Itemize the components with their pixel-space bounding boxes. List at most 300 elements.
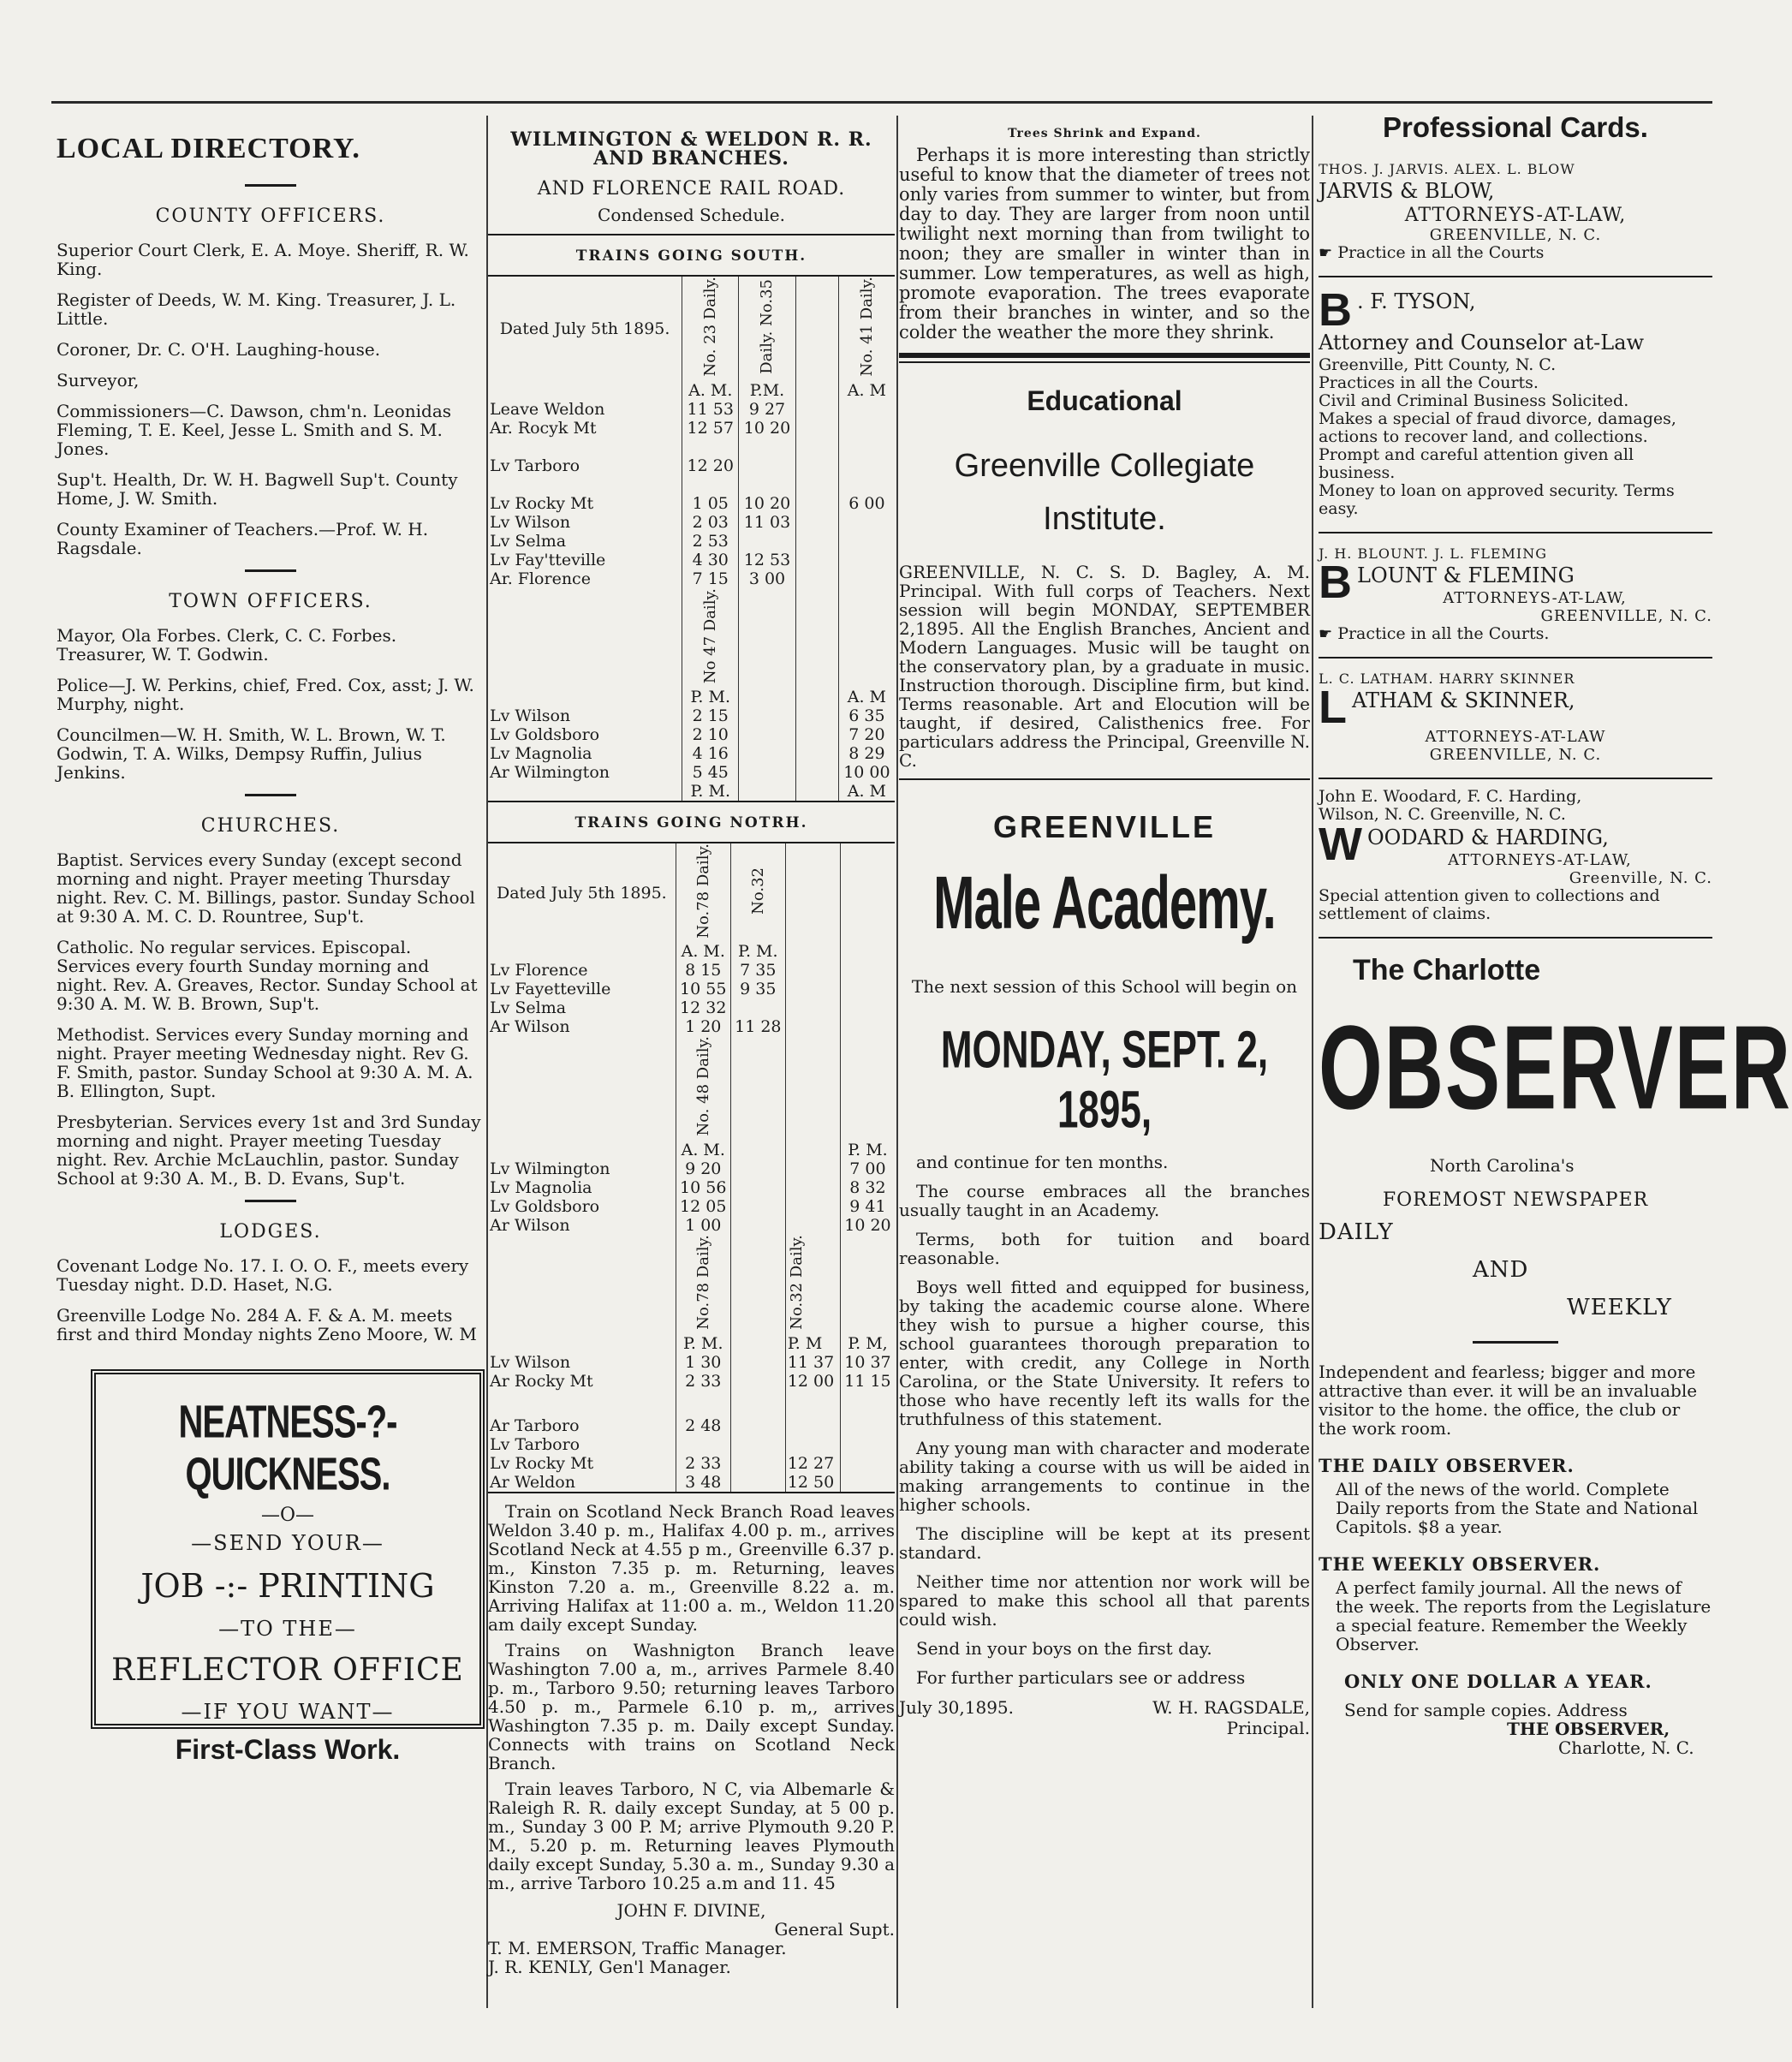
- time-cell: 9 35: [730, 980, 785, 998]
- time-cell: [838, 419, 895, 438]
- train-23-header: No. 23 Daily.: [701, 277, 720, 377]
- academy-continue: and continue for ten months.: [916, 1151, 1169, 1172]
- time-cell: A. M.: [676, 942, 730, 961]
- time-cell: [838, 569, 895, 588]
- time-cell: [730, 1197, 785, 1216]
- card-profession: ATTORNEYS-AT-LAW,: [1443, 589, 1627, 607]
- card-partner-towns: Wilson, N. C. Greenville, N. C.: [1319, 805, 1566, 824]
- academy-para: For further particulars see or address: [916, 1666, 1246, 1688]
- time-cell: [840, 1017, 895, 1036]
- time-cell: 4 16: [682, 744, 739, 763]
- schedule-row: [488, 706, 895, 725]
- time-cell: 10 37: [840, 1353, 895, 1372]
- train-78-header-2: No.78 Daily.: [694, 1234, 712, 1330]
- time-cell: [795, 381, 838, 400]
- card-jarvis-blow: [1319, 161, 1712, 262]
- card-profession: ATTORNEYS-AT-LAW: [1425, 728, 1606, 746]
- weekly-observer-body: A perfect family journal. All the news of the week. The reports from the Legislature a special feature. Remember the Weekly Observer.: [1336, 1577, 1712, 1654]
- time-cell: 8 15: [676, 961, 730, 980]
- time-cell: 2 15: [682, 706, 739, 725]
- time-cell: 12 05: [676, 1197, 730, 1216]
- card-note: Practice in all the Courts: [1337, 243, 1545, 262]
- dated-label: Dated July 5th 1895.: [499, 319, 670, 338]
- time-cell: 2 33: [676, 1454, 730, 1473]
- professional-cards-column: [1319, 111, 1792, 2055]
- academy-para: Terms, both for tuition and board reasonable.: [899, 1228, 1310, 1268]
- station-cell: Ar Tarboro: [490, 1415, 580, 1435]
- county-item: Register of Deeds, W. M. King. Treasurer, J. L. Little.: [57, 289, 456, 329]
- time-cell: [730, 1435, 785, 1454]
- time-cell: 10 55: [676, 980, 730, 998]
- time-cell: 7 20: [838, 725, 895, 744]
- train-32-header: No.32: [748, 867, 767, 915]
- trains-south-title: TRAINS GOING SOUTH.: [575, 247, 807, 265]
- observer-north-carolinas: North Carolina's: [1430, 1155, 1575, 1176]
- divider: [245, 1200, 296, 1202]
- time-cell: [840, 961, 895, 980]
- time-cell: [795, 725, 838, 744]
- card-name: . F. TYSON,: [1357, 289, 1476, 313]
- station-cell: [488, 1141, 676, 1159]
- time-cell: [838, 551, 895, 569]
- card-location: GREENVILLE, N. C.: [1429, 226, 1602, 244]
- time-cell: 1 05: [682, 494, 739, 513]
- charlotte-observer-ad: [1319, 954, 1792, 1758]
- county-officers-heading: COUNTY OFFICERS.: [155, 206, 386, 227]
- time-cell: [838, 532, 895, 551]
- rule: [488, 1492, 895, 1493]
- station-cell: Ar. Florence: [490, 569, 591, 588]
- station-cell: Lv Rocky Mt: [490, 1453, 594, 1473]
- trains-south-table: [488, 277, 895, 801]
- signature-divine-title: General Supt.: [774, 1918, 895, 1940]
- time-cell: [785, 1435, 840, 1454]
- time-cell: [795, 400, 838, 419]
- trees-body: Perhaps it is more interesting than strictly useful to know that the diameter of trees not only varies from summer to winter, but from day to day. They are larger from noon until twilight next morning than from twilight to noon; they are smaller in winter than in summer. Low temperatures, as well as high, promote evaporation. The trees evaporate from their branches in winter, and so the colder the weather the more they shrink.: [899, 145, 1310, 343]
- observer-price: ONLY ONE DOLLAR A YEAR.: [1344, 1671, 1652, 1692]
- station-cell: [488, 942, 676, 961]
- academy-title: Male Academy.: [933, 861, 1276, 945]
- trains-north-title: TRAINS GOING NOTRH.: [575, 813, 808, 831]
- time-cell: A. M: [838, 782, 895, 801]
- town-item: Councilmen—W. H. Smith, W. L. Brown, W. T. Godwin, T. A. Wilks, Dempsy Ruffin, Julius Jenkins.: [57, 724, 446, 783]
- station-cell: Lv Magnolia: [490, 743, 592, 763]
- train-32-header-2: No.32 Daily.: [787, 1234, 806, 1330]
- time-cell: 12 53: [739, 551, 795, 569]
- ad-send-your: —SEND YOUR—: [191, 1531, 384, 1555]
- time-cell: [730, 1216, 785, 1235]
- rule: [899, 778, 1310, 780]
- schedule-row: [488, 494, 895, 513]
- time-cell: P. M.: [840, 1141, 895, 1159]
- time-cell: 9 20: [676, 1159, 730, 1178]
- dropcap-letter: B: [1319, 284, 1352, 336]
- time-cell: [795, 494, 838, 513]
- time-cell: [840, 980, 895, 998]
- time-cell: [785, 998, 840, 1017]
- academy-signoff-name: [1152, 1697, 1310, 1738]
- railroad-subtitle: AND FLORENCE RAIL ROAD.: [537, 178, 846, 200]
- time-cell: [840, 1473, 895, 1492]
- collegiate-institute-title: Greenville Collegiate Institute.: [954, 447, 1255, 537]
- time-cell: A. M.: [676, 1141, 730, 1159]
- schedule-row: [488, 688, 895, 706]
- thin-rule: [899, 361, 1310, 363]
- divider: [245, 569, 296, 572]
- dropcap-letter: W: [1319, 819, 1362, 870]
- albemarle-note: Train leaves Tarboro, N C, via Albemarle & Raleigh R. R. daily except Sunday, at 5 00 p. m., Sunday 3 00 P. M; arrive Plymouth 9.20 P. M., 5.20 p. m. Returning leaves Plymouth daily except Sunday, 5.30 a. m., Sunday 9.30 a m., arrive Tarboro 10.25 a.m and 11. 45: [488, 1778, 895, 1893]
- trees-heading: Trees Shrink and Expand.: [1008, 127, 1201, 140]
- professional-cards-heading: Professional Cards.: [1383, 111, 1648, 143]
- time-cell: [739, 744, 795, 763]
- card-firm: LOUNT & FLEMING: [1357, 563, 1575, 587]
- schedule-row: [488, 1416, 895, 1435]
- church-item: Methodist. Services every Sunday morning and night. Prayer meeting Wednesday night. Rev G. F. Smith, pastor. Sunday School at 9:30 A. M. A. B. Ellington, Supt.: [57, 1024, 473, 1101]
- time-cell: 3 48: [676, 1473, 730, 1492]
- card-note: Practice in all the Courts.: [1337, 624, 1550, 643]
- rule: [1319, 657, 1712, 659]
- time-cell: 1 00: [676, 1216, 730, 1235]
- time-cell: [739, 456, 795, 475]
- observer-daily: DAILY: [1319, 1219, 1394, 1245]
- station-cell: Lv Magnolia: [490, 1177, 592, 1197]
- station-cell: Ar. Rocyk Mt: [490, 418, 597, 438]
- station-cell: Lv Selma: [490, 998, 567, 1018]
- time-cell: 12 00: [785, 1372, 840, 1391]
- north-rows-d: [488, 1416, 895, 1492]
- town-officers-heading: TOWN OFFICERS.: [169, 591, 372, 612]
- card-line: Greenville, Pitt County, N. C.: [1319, 355, 1557, 374]
- time-cell: [838, 513, 895, 532]
- divider: [245, 184, 296, 187]
- schedule-row: [488, 961, 895, 980]
- rule: [488, 234, 895, 235]
- time-cell: 5 45: [682, 763, 739, 782]
- signature-divine: JOHN F. DIVINE,: [616, 1899, 766, 1921]
- time-cell: [739, 763, 795, 782]
- station-cell: Lv Wilson: [490, 1352, 571, 1372]
- observer-address-2: Charlotte, N. C.: [1558, 1737, 1694, 1758]
- time-cell: [795, 688, 838, 706]
- schedule-row: [488, 551, 895, 569]
- card-firm: ATHAM & SKINNER,: [1352, 688, 1575, 712]
- schedule-row: [488, 744, 895, 763]
- trains-north-table: [488, 843, 895, 1492]
- male-academy-ad: [899, 809, 1310, 1738]
- schedule-row: [488, 1473, 895, 1492]
- card-line: Prompt and careful attention given all business.: [1319, 445, 1634, 482]
- time-cell: [785, 1017, 840, 1036]
- observer-sample: Send for sample copies. Address: [1344, 1700, 1628, 1720]
- station-cell: Lv Fayetteville: [490, 980, 611, 999]
- card-blount-fleming: [1319, 545, 1712, 643]
- academy-para: Boys well fitted and equipped for business, by taking the academic course alone. Where they wish to pursue a higher course, this school guarantees thorough preparation to enter, with credit, any College in North Carolina, or the State University. It refers to those who have recently left its walls for the truthfulness of this statement.: [899, 1276, 1310, 1429]
- schedule-row: [488, 1159, 895, 1178]
- train-41-header: No. 41 Daily.: [857, 277, 876, 377]
- schedule-row: [488, 725, 895, 744]
- time-cell: [739, 782, 795, 801]
- card-woodard-harding: [1319, 788, 1712, 923]
- observer-weekly: WEEKLY: [1567, 1295, 1672, 1320]
- thick-rule: [899, 353, 1310, 358]
- observer-foremost: FOREMOST NEWSPAPER: [1382, 1189, 1649, 1211]
- county-item: Sup't. Health, Dr. W. H. Bagwell Sup't. County Home, J. W. Smith.: [57, 469, 458, 509]
- time-cell: A. M: [838, 688, 895, 706]
- station-cell: Ar Wilson: [490, 1215, 570, 1235]
- rule: [488, 801, 895, 802]
- time-cell: 8 32: [840, 1178, 895, 1197]
- time-cell: 9 41: [840, 1197, 895, 1216]
- card-location: Greenville, N. C.: [1569, 869, 1712, 887]
- station-cell: Lv Fay'tteville: [490, 550, 606, 569]
- academy-para: Neither time nor attention nor work will be spared to make this school all that parents could wish.: [899, 1570, 1310, 1630]
- rule: [1319, 937, 1712, 939]
- reflector-office-ad: [91, 1369, 485, 1765]
- time-cell: [785, 1197, 840, 1216]
- train-35-header: Daily. No.35: [758, 278, 777, 374]
- station-cell: Lv Tarboro: [490, 456, 580, 475]
- time-cell: [838, 456, 895, 475]
- station-cell: [488, 1334, 676, 1353]
- time-cell: 2 53: [682, 532, 739, 551]
- time-cell: [795, 456, 838, 475]
- ad-to-the: —TO THE—: [218, 1617, 357, 1641]
- station-cell: Ar Weldon: [490, 1472, 575, 1492]
- time-cell: [730, 1372, 785, 1391]
- time-cell: 2 48: [676, 1416, 730, 1435]
- lodge-item: Greenville Lodge No. 284 A. F. & A. M. meets first and third Monday nights Zeno Moore, W. M: [57, 1305, 477, 1344]
- time-cell: [795, 706, 838, 725]
- county-item: Surveyor,: [57, 370, 140, 390]
- time-cell: [840, 942, 895, 961]
- county-item: Commissioners—C. Dawson, chm'n. Leonidas Fleming, T. E. Keel, Jesse L. Smith and S. M. Jones.: [57, 401, 452, 459]
- time-cell: [795, 569, 838, 588]
- time-cell: [730, 1416, 785, 1435]
- time-cell: 7 15: [682, 569, 739, 588]
- county-item: Coroner, Dr. C. O'H. Laughing-house.: [57, 339, 381, 360]
- time-cell: 11 28: [730, 1017, 785, 1036]
- card-partners: THOS. J. JARVIS. ALEX. L. BLOW: [1319, 161, 1575, 177]
- time-cell: [795, 551, 838, 569]
- card-firm: OODARD & HARDING,: [1366, 825, 1609, 849]
- column-divider: [1312, 116, 1313, 2008]
- education-column: [899, 111, 1310, 2055]
- county-item: County Examiner of Teachers.—Prof. W. H. Ragsdale.: [57, 519, 429, 558]
- lodge-item: Covenant Lodge No. 17. I. O. O. F., meets every Tuesday night. D.D. Haset, N.G.: [57, 1255, 469, 1295]
- time-cell: 11 37: [785, 1353, 840, 1372]
- ad-reflector-office: REFLECTOR OFFICE: [111, 1653, 464, 1688]
- schedule-row: [488, 569, 895, 588]
- time-cell: 6 35: [838, 706, 895, 725]
- time-cell: 7 00: [840, 1159, 895, 1178]
- church-item: Baptist. Services every Sunday (except second morning and night. Prayer meeting Thursday night. Rev. C. M. Billings, pastor. Sunday School at 9:30 A. M. C. D. Rountree, Sup't.: [57, 849, 475, 927]
- schedule-row: [488, 998, 895, 1017]
- time-cell: 1 30: [676, 1353, 730, 1372]
- time-cell: 10 20: [840, 1216, 895, 1235]
- time-cell: 8 29: [838, 744, 895, 763]
- time-cell: [795, 744, 838, 763]
- schedule-row: [488, 1216, 895, 1235]
- time-cell: [730, 1159, 785, 1178]
- scotland-neck-note: Train on Scotland Neck Branch Road leaves Weldon 3.40 p. m., Halifax 4.00 p. m., arrives Scotland Neck at 4.55 p m., Greenville 6.37 p. m., Kinston 7.35 p. m. Returning, leaves Kinston 7.20 a. m., Greenville 8.22 a. m. Arriving Halifax at 11:00 a. m., Weldon 11.20 am daily except Sunday.: [488, 1500, 895, 1635]
- card-line: Practices in all the Courts.: [1319, 373, 1539, 392]
- card-profession: ATTORNEYS-AT-LAW,: [1404, 205, 1627, 226]
- time-cell: [795, 763, 838, 782]
- schedule-row: [488, 1435, 895, 1454]
- time-cell: P. M,: [840, 1334, 895, 1353]
- time-cell: [730, 1178, 785, 1197]
- academy-greenville: GREENVILLE: [992, 808, 1217, 844]
- south-rows-c: [488, 494, 895, 588]
- observer-and: AND: [1473, 1257, 1529, 1283]
- academy-para: Send in your boys on the first day.: [916, 1637, 1212, 1659]
- time-cell: 10 00: [838, 763, 895, 782]
- station-cell: Lv Wilmington: [490, 1159, 610, 1178]
- time-cell: A. M: [838, 381, 895, 400]
- card-location: GREENVILLE, N. C.: [1540, 607, 1712, 625]
- station-cell: Lv Tarboro: [490, 1434, 580, 1454]
- time-cell: [795, 782, 838, 801]
- time-cell: 2 03: [682, 513, 739, 532]
- time-cell: [730, 1334, 785, 1353]
- time-cell: P. M.: [730, 942, 785, 961]
- time-cell: [730, 1454, 785, 1473]
- church-item: Catholic. No regular services. Episcopal. Services every fourth Sunday morning and night. Rev. A. Greaves, Rector. Sunday School at 9:30 A. M. W. B. Brown, Sup't.: [57, 937, 478, 1014]
- time-cell: [840, 998, 895, 1017]
- academy-signoff-date: July 30,1895.: [899, 1696, 1015, 1718]
- time-cell: 12 20: [682, 456, 739, 475]
- time-cell: [730, 1353, 785, 1372]
- ad-job-printing: JOB -:- PRINTING: [140, 1567, 435, 1605]
- ad-if-you-want: —IF YOU WANT—: [181, 1700, 395, 1724]
- schedule-label: Condensed Schedule.: [598, 205, 785, 225]
- station-cell: [488, 782, 682, 801]
- county-item: Superior Court Clerk, E. A. Moye. Sheriff, R. W. King.: [57, 240, 469, 279]
- schedule-row: [488, 1178, 895, 1197]
- academy-signoff: [899, 1697, 1310, 1738]
- time-cell: [785, 1416, 840, 1435]
- time-cell: P.M.: [739, 381, 795, 400]
- station-cell: Lv Selma: [490, 531, 567, 551]
- weekly-observer-heading: THE WEEKLY OBSERVER.: [1319, 1553, 1601, 1575]
- academy-para: The course embraces all the branches usually taught in an Academy.: [899, 1180, 1310, 1220]
- town-item: Mayor, Ola Forbes. Clerk, C. C. Forbes. Treasurer, W. T. Godwin.: [57, 625, 397, 664]
- time-cell: [840, 1454, 895, 1473]
- ad-neatness: NEATNESS-?-QUICKNESS.: [178, 1397, 397, 1500]
- schedule-row: [488, 1454, 895, 1473]
- station-cell: Lv Florence: [490, 961, 588, 980]
- time-cell: 12 32: [676, 998, 730, 1017]
- schedule-row: [488, 1017, 895, 1036]
- time-cell: [730, 998, 785, 1017]
- station-cell: Ar Wilmington: [490, 762, 610, 782]
- academy-principal-title: Principal.: [1226, 1717, 1310, 1738]
- daily-observer-heading: THE DAILY OBSERVER.: [1319, 1455, 1575, 1476]
- card-partners: J. H. BLOUNT. J. L. FLEMING: [1319, 545, 1547, 562]
- dated-label: Dated July 5th 1895.: [496, 883, 667, 903]
- time-cell: 12 57: [682, 419, 739, 438]
- schedule-row: [488, 1353, 895, 1372]
- observer-intro: Independent and fearless; bigger and more attractive than ever. it will be an invaluable visitor to the home. the office, the club or the work room.: [1319, 1362, 1698, 1439]
- station-cell: [488, 688, 682, 706]
- academy-principal-name: W. H. RAGSDALE,: [1152, 1696, 1310, 1718]
- card-location: GREENVILLE, N. C.: [1429, 746, 1602, 764]
- time-cell: 3 00: [739, 569, 795, 588]
- time-cell: P. M: [785, 1334, 840, 1353]
- schedule-row: [488, 532, 895, 551]
- schedule-row: [488, 456, 895, 475]
- time-cell: 2 33: [676, 1372, 730, 1391]
- time-cell: 10 20: [739, 494, 795, 513]
- time-cell: [739, 725, 795, 744]
- schedule-row: [488, 980, 895, 998]
- washington-branch-note: Trains on Washnigton Branch leave Washington 7.00 a, m., arrives Parmele 8.40 p. m., Tarboro 9.50; returning leaves Tarboro 4.50 p. m., Parmele 6.10 p. m,, arrives Washington 7.35 p. m. Daily except Sunday. Connects with trains on Scotland Neck Branch.: [488, 1639, 895, 1773]
- time-cell: [739, 688, 795, 706]
- time-cell: P. M.: [676, 1334, 730, 1353]
- time-cell: 10 20: [739, 419, 795, 438]
- time-cell: [730, 1141, 785, 1159]
- south-rows-a: [488, 381, 895, 438]
- time-cell: [739, 706, 795, 725]
- dropcap-letter: B: [1319, 557, 1352, 608]
- daily-observer-body: All of the news of the world. Complete Daily reports from the State and National Capitols. $8 a year.: [1336, 1479, 1699, 1537]
- card-partners: L. C. LATHAM. HARRY SKINNER: [1319, 670, 1575, 687]
- schedule-row: [488, 513, 895, 532]
- time-cell: 1 20: [676, 1017, 730, 1036]
- academy-para: Any young man with character and moderate ability taking a course with us will be aided in making arrangements to continue in the higher schools.: [899, 1437, 1310, 1515]
- ad-first-class-work: First-Class Work.: [175, 1734, 401, 1765]
- time-cell: 9 27: [739, 400, 795, 419]
- top-rule: [51, 101, 1712, 104]
- station-cell: Lv Rocky Mt: [490, 493, 594, 513]
- time-cell: 6 00: [838, 494, 895, 513]
- time-cell: 11 15: [840, 1372, 895, 1391]
- south-rows-b: [488, 456, 895, 475]
- schedule-row: [488, 1372, 895, 1391]
- card-partners: John E. Woodard, F. C. Harding,: [1319, 787, 1582, 806]
- station-cell: Ar Wilson: [490, 1017, 570, 1037]
- dropcap-letter: L: [1319, 682, 1347, 733]
- station-cell: Lv Wilson: [490, 512, 571, 532]
- time-cell: [795, 419, 838, 438]
- divider: [245, 794, 296, 796]
- schedule-row: [488, 381, 895, 400]
- time-cell: [838, 400, 895, 419]
- card-firm: JARVIS & BLOW,: [1319, 179, 1495, 203]
- station-cell: Leave Weldon: [490, 399, 605, 419]
- academy-date: MONDAY, SEPT. 2, 1895,: [940, 1020, 1269, 1140]
- time-cell: 4 30: [682, 551, 739, 569]
- schedule-row: [488, 942, 895, 961]
- north-rows-b: [488, 1141, 895, 1235]
- time-cell: [795, 532, 838, 551]
- time-cell: [785, 1159, 840, 1178]
- card-latham-skinner: [1319, 670, 1712, 764]
- town-item: Police—J. W. Perkins, chief, Fred. Cox, asst; J. W. Murphy, night.: [57, 675, 474, 714]
- local-directory-column: [57, 111, 485, 2055]
- railroad-schedule-column: [488, 111, 895, 2055]
- railroad-notes: [488, 1502, 895, 1892]
- time-cell: [795, 513, 838, 532]
- signature-kenly: J. R. KENLY, Gen'l Manager.: [488, 1956, 731, 1977]
- train-48-header: No. 48 Daily.: [694, 1036, 712, 1136]
- schedule-row: [488, 763, 895, 782]
- station-cell: [488, 381, 682, 400]
- north-rows-a: [488, 942, 895, 1036]
- time-cell: P. M.: [682, 782, 739, 801]
- time-cell: [785, 1216, 840, 1235]
- time-cell: A. M.: [682, 381, 739, 400]
